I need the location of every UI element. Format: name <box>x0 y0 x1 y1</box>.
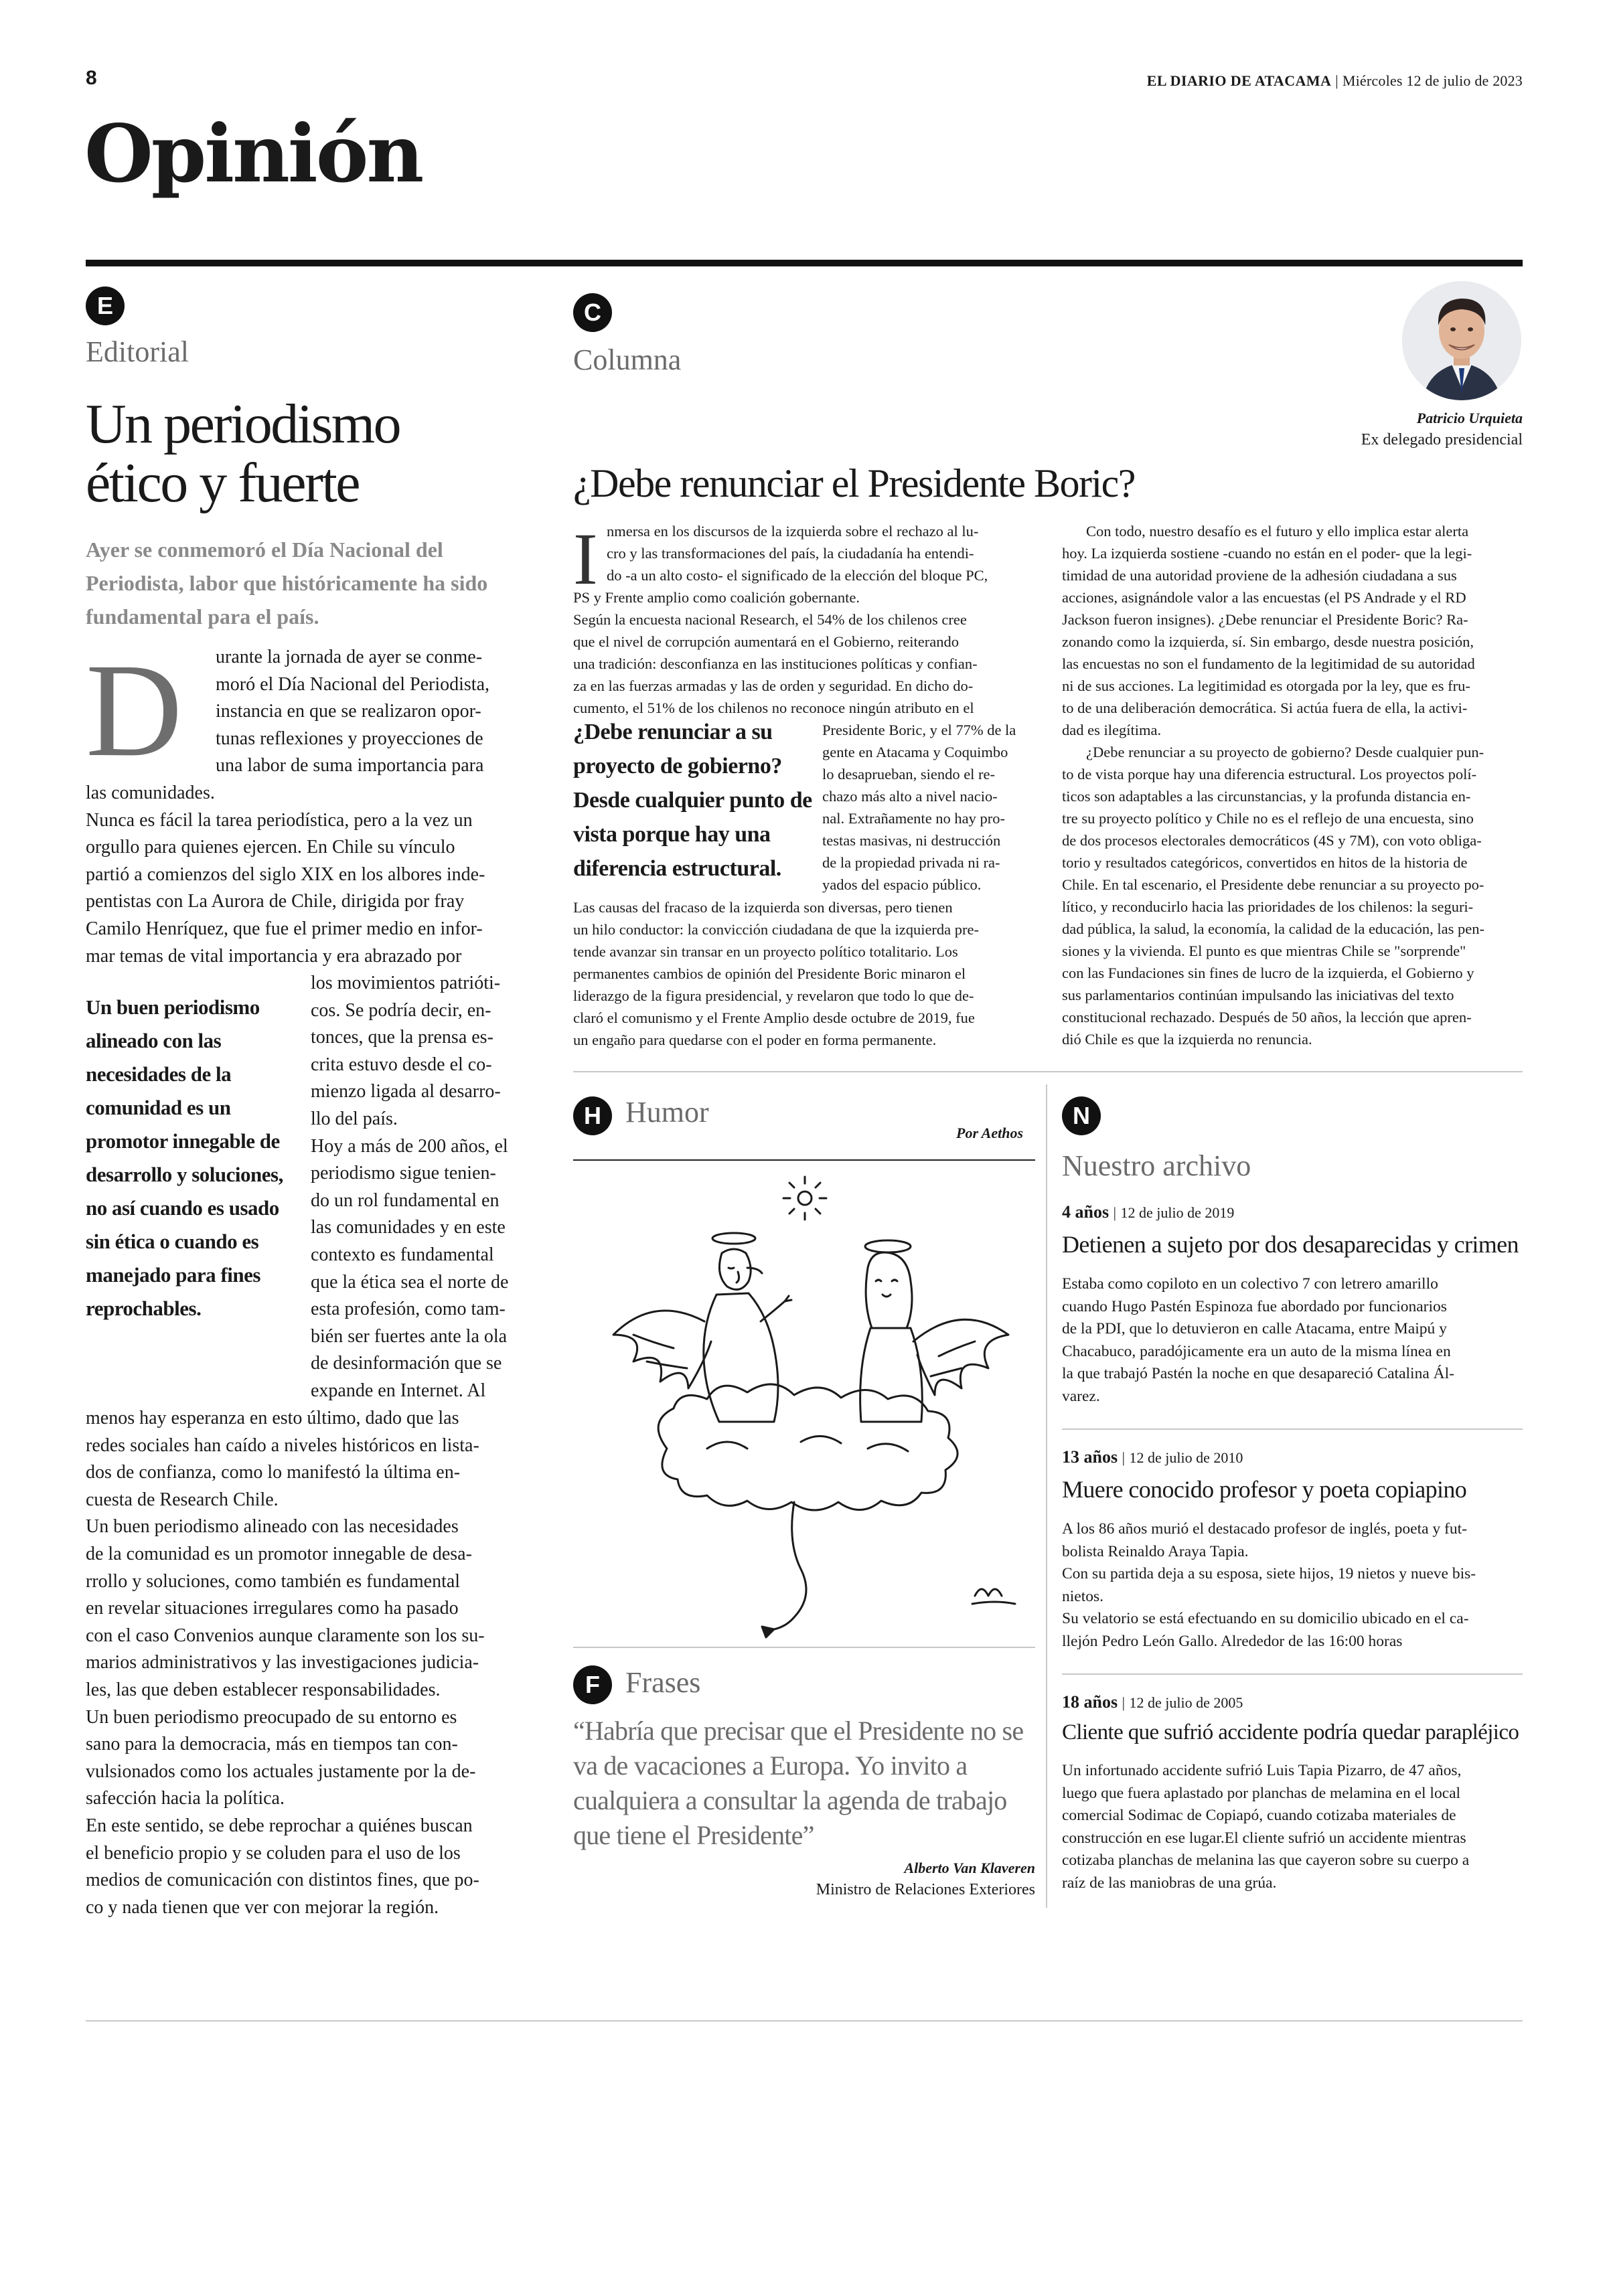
text-line: acciones, asignándole valor a las encuestas (el PS Andrade y el RD <box>1062 589 1466 606</box>
text-line: luego que fuera aplastado por planchas de melamina en el local <box>1062 1784 1461 1802</box>
archive-item <box>1062 1202 1523 1408</box>
column-body-narrow <box>822 719 1034 896</box>
text-line: lítico, y reconducirlo hacia las prioridades de los chilenos: la seguri- <box>1062 898 1474 915</box>
frases-label: Frases <box>625 1666 701 1699</box>
text-line: Chacabuco, paradójicamente era un auto de la misma línea en <box>1062 1342 1451 1360</box>
archive-date: 12 de julio de 2010 <box>1129 1449 1243 1466</box>
text-line: permanentes cambios de opinión del Presidente Boric minaron el <box>573 965 966 982</box>
text-line: con las Fundaciones sin fines de lucro de la izquierda, el Gobierno y <box>1062 965 1474 981</box>
archive-date: 12 de julio de 2019 <box>1120 1204 1235 1221</box>
divider <box>573 1071 1523 1072</box>
text-line: Un infortunado accidente sufrió Luis Tapia Pizarro, de 47 años, <box>1062 1762 1462 1779</box>
text-line: cuesta de Research Chile. <box>86 1489 279 1510</box>
archive-item-head: 13 años | 12 de julio de 2010 <box>1062 1447 1243 1467</box>
text-line: un engaño para quedarse con el poder en forma permanente. <box>573 1032 937 1048</box>
text-line: una tradición: desconfianza en las instituciones políticas y confian- <box>573 655 978 672</box>
text-line: las comunidades y en este <box>311 1217 506 1238</box>
text-line: sus parlamentarios continúan impulsando las iniciativas del texto <box>1062 987 1454 1003</box>
text-line: mar temas de vital importancia y era abrazado por <box>86 945 462 967</box>
archive-item <box>1062 1692 1523 1894</box>
column-body-left-bottom <box>573 896 1034 1051</box>
text-line: testas masivas, ni destrucción <box>822 832 1001 849</box>
text-line: Las causas del fracaso de la izquierda son diversas, pero tienen <box>573 899 953 916</box>
archive-item-head: 18 años | 12 de julio de 2005 <box>1062 1692 1243 1712</box>
archive-item-text <box>1062 1760 1523 1894</box>
text-line: do -a un alto costo- el significado de la elección del bloque PC, <box>607 567 988 584</box>
column-title: ¿Debe renunciar el Presidente Boric? <box>573 461 1135 505</box>
text-line: Un buen periodismo preocupado de su entorno es <box>86 1706 457 1728</box>
text-line: torio y resultados categóricos, convertidos en hitos de la historia de <box>1062 854 1468 871</box>
text-line: tunas reflexiones y proyecciones de <box>216 728 483 749</box>
text-line: esta profesión, como tam- <box>311 1299 506 1320</box>
text-line: que el nivel de corrupción aumentará en el Gobierno, reiterando <box>573 633 960 650</box>
text-line: to de vista porque hay una diferencia estructural. Los proyectos polí- <box>1062 766 1477 783</box>
column-body-left-top <box>573 586 1034 719</box>
humor-cartoon <box>573 1167 1035 1643</box>
section-title: Opinión <box>84 107 423 200</box>
text-line: la que trabajó Pastén la noche en que desapareció Catalina Ál- <box>1062 1365 1454 1382</box>
text-line: Un buen periodismo alineado con las necesidades <box>86 1516 459 1538</box>
archive-item-title: Cliente que sufrió accidente podría quedar parapléjico <box>1062 1720 1519 1744</box>
text-line: las encuestas no son el fundamento de la legitimidad de su autoridad <box>1062 655 1475 672</box>
text-line: en revelar situaciones irregulares como ha pasado <box>86 1598 459 1619</box>
author-photo <box>1402 281 1521 400</box>
author-portrait <box>1402 281 1521 400</box>
text-line: un hilo conductor: la convicción ciudadana de que la izquierda pre- <box>573 921 980 938</box>
issue-date: Miércoles 12 de julio de 2023 <box>1342 72 1523 89</box>
divider <box>1062 1428 1523 1430</box>
archive-item-head: 4 años | 12 de julio de 2019 <box>1062 1202 1235 1222</box>
archive-item-text <box>1062 1518 1523 1653</box>
bottom-rule <box>86 2020 1523 2022</box>
text-line: cuando Hugo Pastén Espinoza fue abordado por funcionarios <box>1062 1297 1447 1315</box>
text-line: rrollo y soluciones, como también es fundamental <box>86 1570 461 1592</box>
humor-byline: Por Aethos <box>956 1125 1024 1141</box>
text-line: co y nada tienen que ver con mejorar la región. <box>86 1896 439 1918</box>
archive-item <box>1062 1447 1523 1653</box>
text-line: de la PDI, que lo detuvieron en calle Atacama, entre Maipú y <box>1062 1320 1447 1337</box>
text-line: ¿Debe renunciar a su proyecto de gobierno? Desde cualquier pun- <box>1086 744 1484 760</box>
archive-item-text <box>1062 1273 1523 1408</box>
text-line: de la comunidad es un promotor innegable de desa- <box>86 1543 472 1564</box>
text-line: zonando como la izquierda, sí. Sin embargo, desde nuestra posición, <box>1062 633 1474 650</box>
text-line: de desinformación que se <box>311 1353 502 1374</box>
text-line: yados del espacio público. <box>822 876 982 893</box>
text-line: comercial Sodimac de Copiapó, cuando cotizaba materiales de <box>1062 1807 1456 1824</box>
text-line: que la ética sea el norte de <box>311 1271 509 1293</box>
text-line: dos de confianza, como lo manifestó la última en- <box>86 1462 461 1483</box>
divider <box>573 1159 1035 1161</box>
text-line: Presidente Boric, y el 77% de la <box>822 722 1016 738</box>
text-line: vulsionados como los actuales justamente por la de- <box>86 1760 476 1782</box>
text-line: urante la jornada de ayer se conme- <box>216 647 483 667</box>
newspaper-name: EL DIARIO DE ATACAMA <box>1146 72 1332 89</box>
page-number: 8 <box>86 67 97 89</box>
text-line: Jackson fueron insignes). ¿Debe renunciar el Presidente Boric? Ra- <box>1062 611 1468 628</box>
frases-author: Alberto Van Klaveren <box>904 1860 1035 1876</box>
editorial-title <box>86 395 521 513</box>
text-line: hoy. La izquierda sostiene -cuando no están en el poder- que la legi- <box>1062 545 1472 562</box>
text-line: nietos. <box>1062 1587 1104 1605</box>
archive-years: 13 años <box>1062 1447 1118 1467</box>
editorial-title-line: ético y fuerte <box>86 452 360 514</box>
text-line: Su velatorio se está efectuando en su domicilio ubicado en el ca- <box>1062 1610 1469 1627</box>
archive-years: 4 años <box>1062 1202 1109 1222</box>
text-line: Con todo, nuestro desafío es el futuro y ello implica estar alerta <box>1086 523 1469 540</box>
text-line: medios de comunicación con distintos fines, que po- <box>86 1870 479 1891</box>
cartoon-drawing <box>573 1167 1035 1643</box>
text-line: PS y Frente amplio como coalición gobernante. <box>573 589 860 606</box>
text-line: dad es ilegítima. <box>1062 722 1162 738</box>
editorial-lead: Ayer se conmemoró el Día Nacional del Periodista, labor que históricamente ha sido fundamental para el país. <box>86 538 488 629</box>
frases-badge: F <box>573 1665 612 1704</box>
text-line: cumento, el 51% de los chilenos no reconoce ningún atributo en el <box>573 700 974 716</box>
editorial-body-narrow <box>311 970 525 1405</box>
text-line: periodismo sigue tenien- <box>311 1163 496 1184</box>
text-line: llejón Pedro León Gallo. Alrededor de las 16:00 horas <box>1062 1632 1403 1650</box>
archive-label: Nuestro archivo <box>1062 1149 1251 1182</box>
text-line: En este sentido, se debe reprochar a quiénes buscan <box>86 1815 473 1836</box>
text-line: timidad de una autoridad proviene de la adhesión ciudadana a sus <box>1062 567 1457 584</box>
text-line: dad pública, la salud, la economía, la calidad de la educación, las pen- <box>1062 920 1484 937</box>
text-line: menos hay esperanza en esto último, dado que las <box>86 1408 459 1428</box>
text-line: orgullo para quienes ejercen. En Chile su vínculo <box>86 837 455 858</box>
text-line: lo desaprueban, siendo el re- <box>822 766 996 783</box>
text-line: nmersa en los discursos de la izquierda sobre el rechazo al lu- <box>607 523 979 540</box>
text-line: Según la encuesta nacional Research, el 54% de los chilenos cree <box>573 611 967 628</box>
text-line: cotizaba planchas de melanina las que cayeron sobre su cuerpo a <box>1062 1852 1470 1869</box>
text-line: redes sociales han caído a niveles históricos en lista- <box>86 1434 479 1456</box>
text-line: los movimientos patrióti- <box>311 973 501 993</box>
text-line: do un rol fundamental en <box>311 1190 500 1211</box>
text-line: nal. Extrañamente no hay pro- <box>822 810 1006 827</box>
archive-years: 18 años <box>1062 1692 1118 1712</box>
text-line: constitucional rechazado. Después de 50 años, la lección que apren- <box>1062 1009 1472 1026</box>
text-line: cro y las transformaciones del país, la ciudadanía ha entendi- <box>607 545 974 562</box>
text-line: de la propiedad privada ni ra- <box>822 854 1000 871</box>
archive-item-title: Detienen a sujeto por dos desaparecidas y crimen <box>1062 1231 1519 1258</box>
text-line: moró el Día Nacional del Periodista, <box>216 673 489 695</box>
text-line: varez. <box>1062 1387 1100 1405</box>
text-line: construcción en ese lugar.El cliente sufrió un accidente mientras <box>1062 1829 1466 1847</box>
text-line: instancia en que se realizaron opor- <box>216 701 481 722</box>
text-line: con el caso Convenios aunque claramente son los su- <box>86 1625 485 1646</box>
text-line: el beneficio propio y se coluden para el uso de los <box>86 1842 461 1864</box>
text-line: safección hacia la política. <box>86 1788 285 1809</box>
text-line: za en las fuerzas armadas y las de orden y seguridad. En dicho do- <box>573 677 974 694</box>
column-author-name: Patricio Urquieta <box>1416 410 1523 426</box>
text-line: Estaba como copiloto en un colectivo 7 con letrero amarillo <box>1062 1275 1438 1293</box>
text-line: Chile. En tal escenario, el Presidente debe renunciar a su proyecto po- <box>1062 876 1484 893</box>
text-line: ticos son adaptables a las circunstancias, y la profunda distancia en- <box>1062 788 1471 805</box>
column-badge: C <box>573 293 612 332</box>
archive-badge: N <box>1062 1096 1101 1135</box>
masthead: EL DIARIO DE ATACAMA | Miércoles 12 de julio de 2023 <box>1146 72 1523 89</box>
text-line: bolista Reinaldo Araya Tapia. <box>1062 1542 1249 1560</box>
humor-badge: H <box>573 1096 612 1135</box>
editorial-label: Editorial <box>86 335 189 368</box>
text-line: dió Chile es que la izquierda no renuncia. <box>1062 1031 1312 1048</box>
text-line: Hoy a más de 200 años, el <box>311 1135 508 1157</box>
editorial-body-2 <box>86 1405 525 1921</box>
text-line: marios administrativos y las investigaciones judicia- <box>86 1652 479 1673</box>
text-line: siones y la vivienda. El punto es que mientras Chile se "sorprende" <box>1062 942 1466 959</box>
text-line: contexto es fundamental <box>311 1244 494 1265</box>
column-pull-quote: ¿Debe renunciar a su proyecto de gobierno? Desde cualquier punto de vista porque hay una diferencia estructural. <box>573 720 812 881</box>
text-line: tre su proyecto político y Chile no es el reflejo de una encuesta, sino <box>1062 810 1474 827</box>
text-line: crita estuvo desde el co- <box>311 1054 492 1075</box>
column-author-role: Ex delegado presidencial <box>1361 431 1523 448</box>
editorial-body-1 <box>86 780 525 970</box>
frases-quote: “Habría que precisar que el Presidente no se va de vacaciones a Europa. Yo invito a cualquiera a consultar la agenda de trabajo que tiene el Presidente” <box>573 1716 1024 1850</box>
text-line: to de una deliberación democrática. Si actúa fuera de ella, la activi- <box>1062 700 1468 716</box>
archive-date: 12 de julio de 2005 <box>1129 1694 1243 1711</box>
divider <box>573 1647 1035 1648</box>
text-line: chazo más alto a nivel nacio- <box>822 788 998 805</box>
editorial-body-dropcap <box>216 644 525 780</box>
text-line: cos. Se podría decir, en- <box>311 999 491 1021</box>
humor-label: Humor <box>625 1096 709 1129</box>
column-body-right <box>1062 520 1523 1050</box>
text-line: liderazgo de la figura presidencial, y revelaron que todo lo que de- <box>573 987 974 1004</box>
text-line: gente en Atacama y Coquimbo <box>822 744 1008 760</box>
text-line: Con su partida deja a su esposa, siete hijos, 19 nietos y nueve bis- <box>1062 1565 1476 1582</box>
text-line: tonces, que la prensa es- <box>311 1027 493 1048</box>
text-line: mienzo ligada al desarro- <box>311 1081 501 1102</box>
text-line: pentistas con La Aurora de Chile, dirigida por fray <box>86 891 465 912</box>
text-line: partió a comienzos del siglo XIX en los albores inde- <box>86 864 485 885</box>
divider <box>1062 1673 1523 1675</box>
frases-role: Ministro de Relaciones Exteriores <box>816 1881 1035 1898</box>
editorial-badge: E <box>86 286 125 325</box>
text-line: A los 86 años murió el destacado profesor de inglés, poeta y fut- <box>1062 1520 1467 1538</box>
text-line: Nunca es fácil la tarea periodística, pero a la vez un <box>86 809 473 831</box>
text-line: las comunidades. <box>86 783 215 803</box>
text-line: raíz de las maniobras de una grúa. <box>1062 1874 1277 1892</box>
editorial-pull-quote: Un buen periodismo alineado con las necesidades de la comunidad es un promotor innegable de desarrollo y soluciones, no así cuando es usado sin ética o cuando es manejado para fines reprochables. <box>86 995 283 1320</box>
text-line: llo del país. <box>311 1108 398 1129</box>
editorial-title-line: Un periodismo <box>86 393 400 455</box>
column-dropcap: I <box>573 518 598 600</box>
text-line: bién ser fuertes ante la ola <box>311 1325 508 1347</box>
text-line: les, las que deben establecer responsabilidades. <box>86 1679 441 1700</box>
text-line: de dos procesos electorales democráticos (4S y 7M), con voto obliga- <box>1062 832 1482 849</box>
top-rule <box>86 260 1523 266</box>
column-label: Columna <box>573 343 682 376</box>
text-line: claró el comunismo y el Frente Amplio desde octubre de 2019, fue <box>573 1009 975 1026</box>
text-line: Camilo Henríquez, que fue el primer medio en infor- <box>86 918 483 939</box>
editorial-dropcap: D <box>86 637 183 785</box>
text-line: sano para la democracia, más en tiempos tan con- <box>86 1734 458 1755</box>
text-line: ni de sus acciones. La legitimidad es otorgada por la ley, que es fru- <box>1062 677 1470 694</box>
column-body-dropcap <box>607 520 1034 586</box>
text-line: una labor de suma importancia para <box>216 755 484 776</box>
divider <box>1046 1084 1047 1908</box>
text-line: expande en Internet. Al <box>311 1380 486 1401</box>
text-line: tende avanzar sin transar en un proyecto político totalitario. Los <box>573 943 958 960</box>
archive-item-title: Muere conocido profesor y poeta copiapino <box>1062 1476 1467 1503</box>
